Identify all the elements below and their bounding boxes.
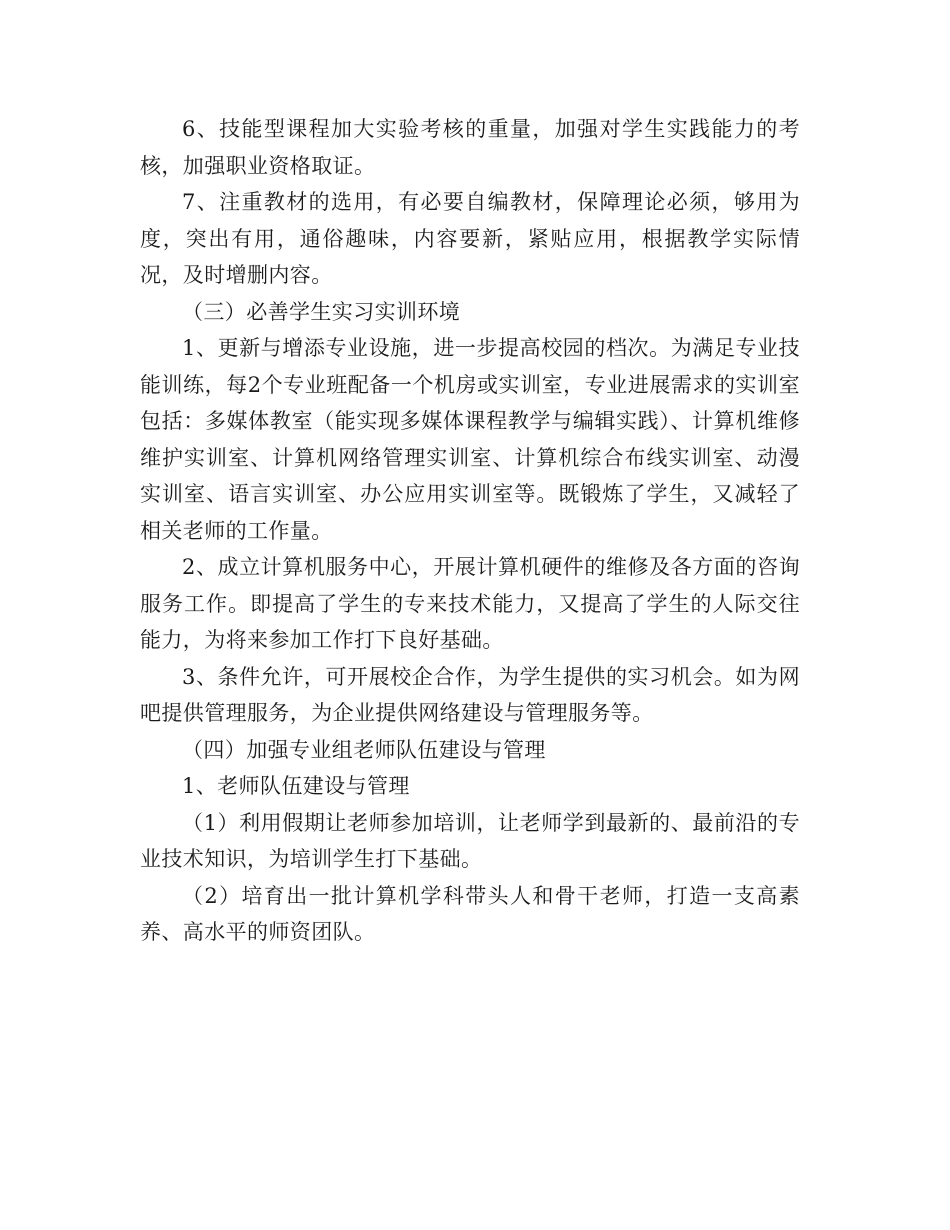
paragraph-subitem-2: （2）培育出一批计算机学科带头人和骨干老师，打造一支高素养、高水平的师资团队。 — [140, 883, 800, 944]
paragraph-item-3-cooperation: 3、条件允许，可开展校企合作，为学生提供的实习机会。如为网吧提供管理服务，为企业提供网络建设与管理服务等。 — [140, 664, 800, 725]
section-heading-3: （三）必善学生实习实训环境 — [182, 299, 461, 324]
section-heading-4: （四）加强专业组老师队伍建设与管理 — [182, 737, 546, 762]
document-body — [140, 111, 800, 951]
paragraph-item-2-service-center: 2、成立计算机服务中心，开展计算机硬件的维修及各方面的咨询服务工作。即提高了学生的专来技术能力，又提高了学生的人际交往能力，为将来参加工作打下良好基础。 — [140, 555, 800, 652]
paragraph-item-1-facilities: 1、更新与增添专业设施，进一步提高校园的档次。为满足专业技能训练，每2个专业班配备一个机房或实训室，专业进展需求的实训室包括：多媒体教室（能实现多媒体课程教学与编辑实践）、计算机维修维护实训室、计算机网络管理实训室、计算机综合布线实训室、动漫实训室、语言实训室、办公应用实训室等。既锻炼了学生，又减轻了相关老师的工作量。 — [140, 336, 800, 543]
paragraph-item-7: 7、注重教材的选用，有必要自编教材，保障理论必须，够用为度，突出有用，通俗趣味，内容要新，紧贴应用，根据教学实际情况，及时增删内容。 — [140, 190, 800, 287]
subsection-heading-1: 1、老师队伍建设与管理 — [182, 774, 410, 798]
paragraph-item-6: 6、技能型课程加大实验考核的重量，加强对学生实践能力的考核，加强职业资格取证。 — [140, 117, 800, 178]
paragraph-subitem-1: （1）利用假期让老师参加培训，让老师学到最新的、最前沿的专业技术知识，为培训学生打下基础。 — [140, 810, 800, 871]
